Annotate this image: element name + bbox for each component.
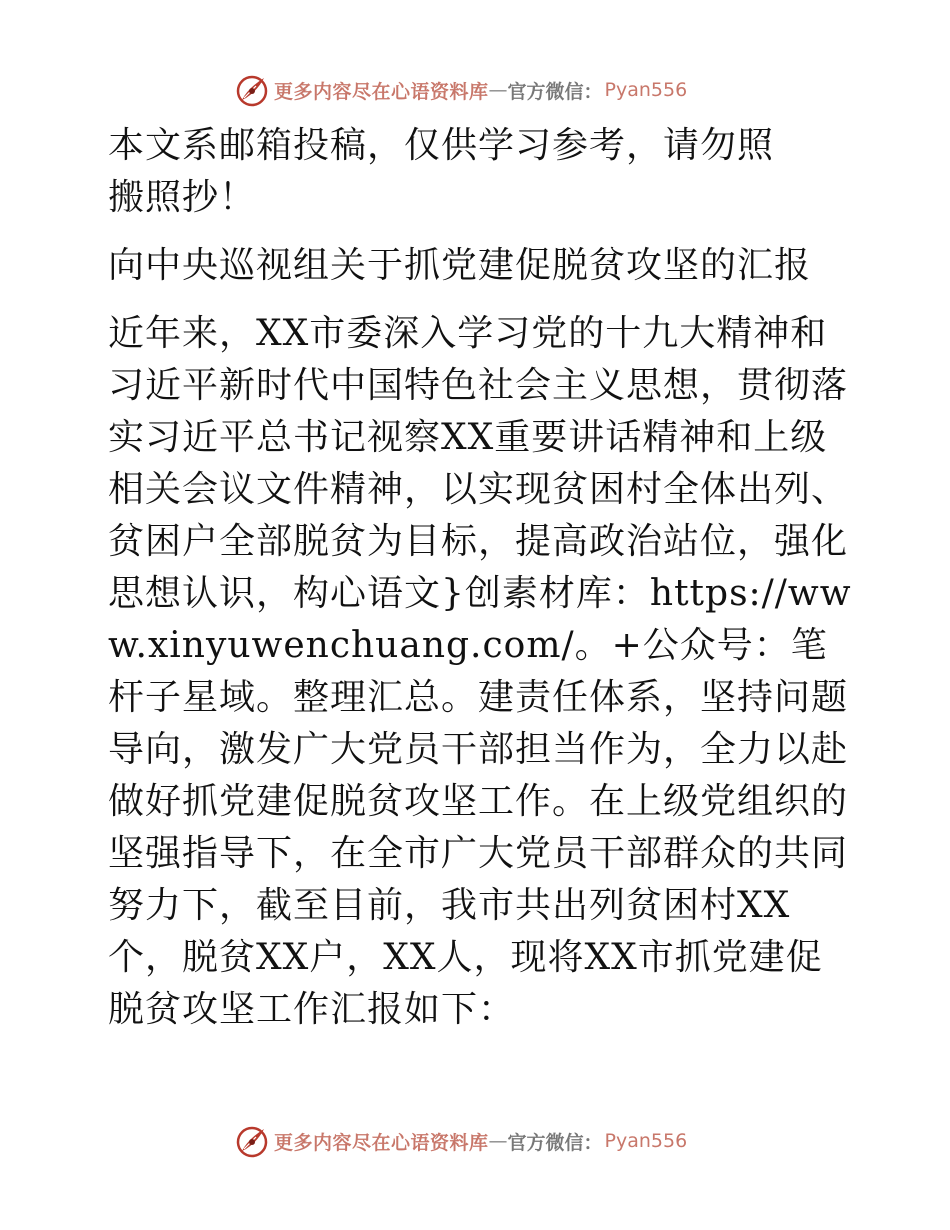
banner-official-label: 官方微信： (507, 80, 603, 103)
banner-text: 更多内容尽在心语资料库 (274, 1131, 489, 1154)
quill-logo-icon (234, 72, 270, 108)
body-paragraph: 近年来，XX市委深入学习党的十九大精神和习近平新时代中国特色社会主义思想，贯彻落实习近平总书记视察XX重要讲话精神和上级相关会议文件精神，以实现贫困村全体出列、贫困户全部脱贫为目标，提高政治站位，强化思想认识，构心语文}创素材库：https://www.xinyuwenchuang.com/。+公众号：笔杆子星域。整理汇总。建责任体系，坚持问题导向，激发广大党员干部担当作为，全力以赴做好抓党建促脱贫攻坚工作。在上级党组织的坚强指导下，在全市广大党员干部群众的共同努力下，截至目前，我市共出列贫困村XX个，脱贫XX户，XX人，现将XX市抓党建促脱贫攻坚工作汇报如下： (108, 313, 852, 1030)
banner-separator: — (488, 1130, 508, 1152)
banner-official-label: 官方微信： (507, 1131, 603, 1154)
banner-wechat-id: Pyan556 (604, 79, 688, 101)
quill-logo-icon (234, 1123, 270, 1159)
banner-separator: — (488, 79, 508, 101)
banner-text: 更多内容尽在心语资料库 (274, 80, 489, 103)
banner-wechat-id: Pyan556 (604, 1130, 688, 1152)
footer-banner (234, 1121, 687, 1161)
notice-paragraph: 本文系邮箱投稿，仅供学习参考，请勿照搬照抄！ (108, 125, 775, 218)
document-content (98, 120, 858, 1036)
header-banner (234, 70, 687, 110)
document-title: 向中央巡视组关于抓党建促脱贫攻坚的汇报 (108, 245, 812, 286)
